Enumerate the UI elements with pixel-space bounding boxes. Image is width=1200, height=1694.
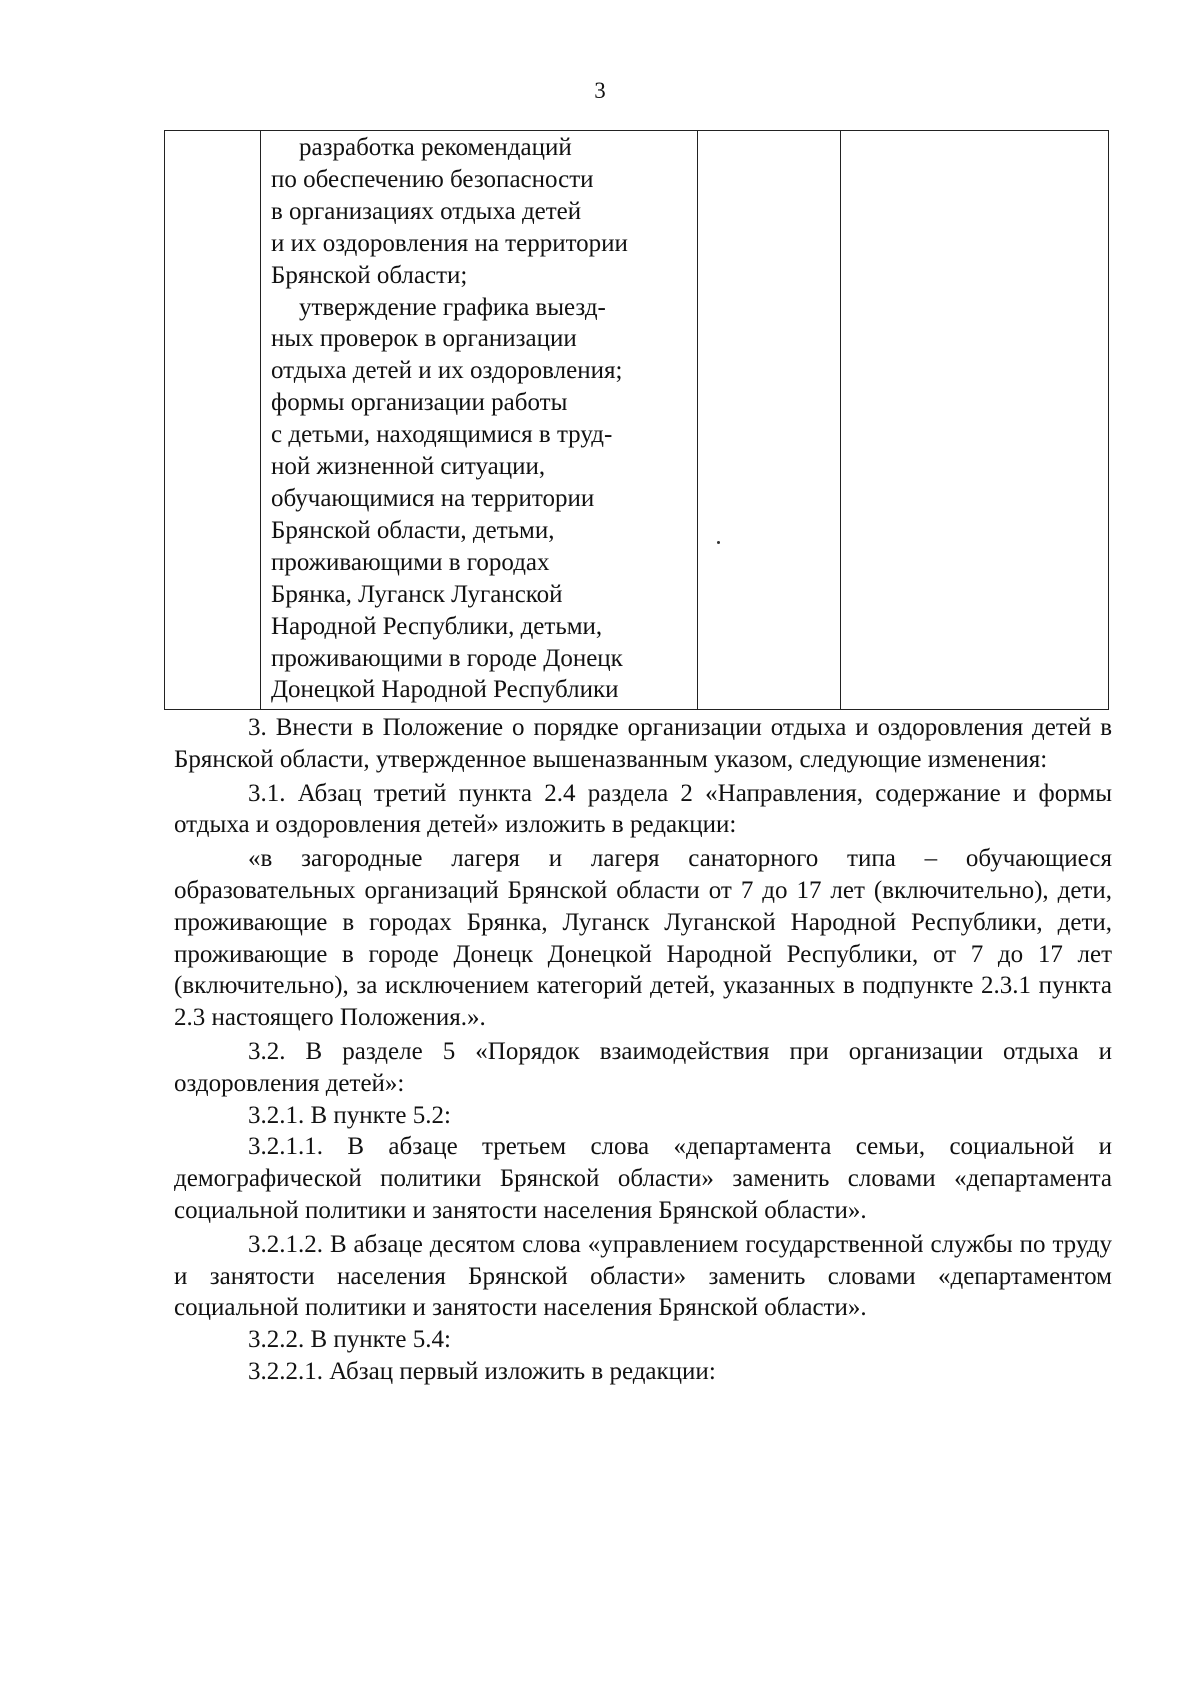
cell-line: формы организации работы [271,389,568,417]
paragraph-quote: «в загородные лагеря и лагеря санаторного типа – обучающиеся образовательных организаций Брянской области от 7 до 17 лет (включительно), дети, проживающие в городах Брянка, Луганск Луганской Народной Республики, дети, проживающие в городе Донецк Донецкой Народной Республики, от 7 до 17 лет (включительно), за исключением категорий детей, указанных в подпункте 2.3.1 пункта 2.3 настоящего Положения.». [174,845,1112,1032]
continuation-table [164,130,1109,710]
document-body [174,712,1112,1388]
cell-line: утверждение графика выезд- [299,293,606,321]
cell-line: проживающими в городах [271,548,550,576]
paragraph-3-2-1-1: 3.2.1.1. В абзаце третьем слова «департамента семьи, социальной и демографической политики Брянской области» заменить словами «департамента социальной политики и занятости населения Брянской области». [174,1133,1112,1224]
cell-line: разработка рекомендаций [299,134,572,161]
paragraph-3-1: 3.1. Абзац третий пункта 2.4 раздела 2 «Направления, содержание и формы отдыха и оздоровления детей» изложить в редакции: [174,779,1112,839]
cell-line: Брянской области, детьми, [271,516,555,544]
cell-line: отдыха детей и их оздоровления; [271,357,623,385]
paragraph-3-2-1-2: 3.2.1.2. В абзаце десятом слова «управлением государственной службы по труду и занятости населения Брянской области» заменить словами «департаментом социальной политики и занятости населения Брянской области». [174,1230,1112,1322]
table-row [165,131,1109,710]
scan-speck [717,541,720,544]
cell-line: и их оздоровления на территории [271,229,628,257]
table-cell-content [261,131,698,710]
cell-line: Народной Республики, детьми, [271,612,603,640]
table-cell-number [165,131,261,710]
page-number: 3 [594,78,606,103]
cell-line: по обеспечению безопасности [271,165,594,193]
cell-line: Донецкой Народной Республики [271,676,619,704]
cell-text-block [271,132,689,706]
cell-line: в организациях отдыха детей [271,197,582,225]
cell-line: проживающими в городе Донецк [271,644,623,672]
paragraph-3-2: 3.2. В разделе 5 «Порядок взаимодействия при организации отдыха и оздоровления детей»: [174,1037,1112,1097]
paragraph-3-2-2-1: 3.2.2.1. Абзац первый изложить в редакции: [248,1357,716,1385]
cell-line: обучающимися на территории [271,484,595,512]
cell-line: ных проверок в организации [271,325,577,353]
paragraph-3-2-1: 3.2.1. В пункте 5.2: [248,1101,451,1129]
cell-line: Брянка, Луганск Луганской [271,580,563,608]
paragraph-3: 3. Внести в Положение о порядке организации отдыха и оздоровления детей в Брянской области, утвержденное вышеназванным указом, следующие изменения: [174,714,1112,773]
cell-line: с детьми, находящимися в труд- [271,421,613,449]
table-cell-deadline [698,131,841,710]
paragraph-3-2-2: 3.2.2. В пункте 5.4: [248,1326,451,1354]
cell-line: Брянской области; [271,261,468,289]
cell-line: ной жизненной ситуации, [271,453,546,481]
table-cell-responsible [841,131,1109,710]
